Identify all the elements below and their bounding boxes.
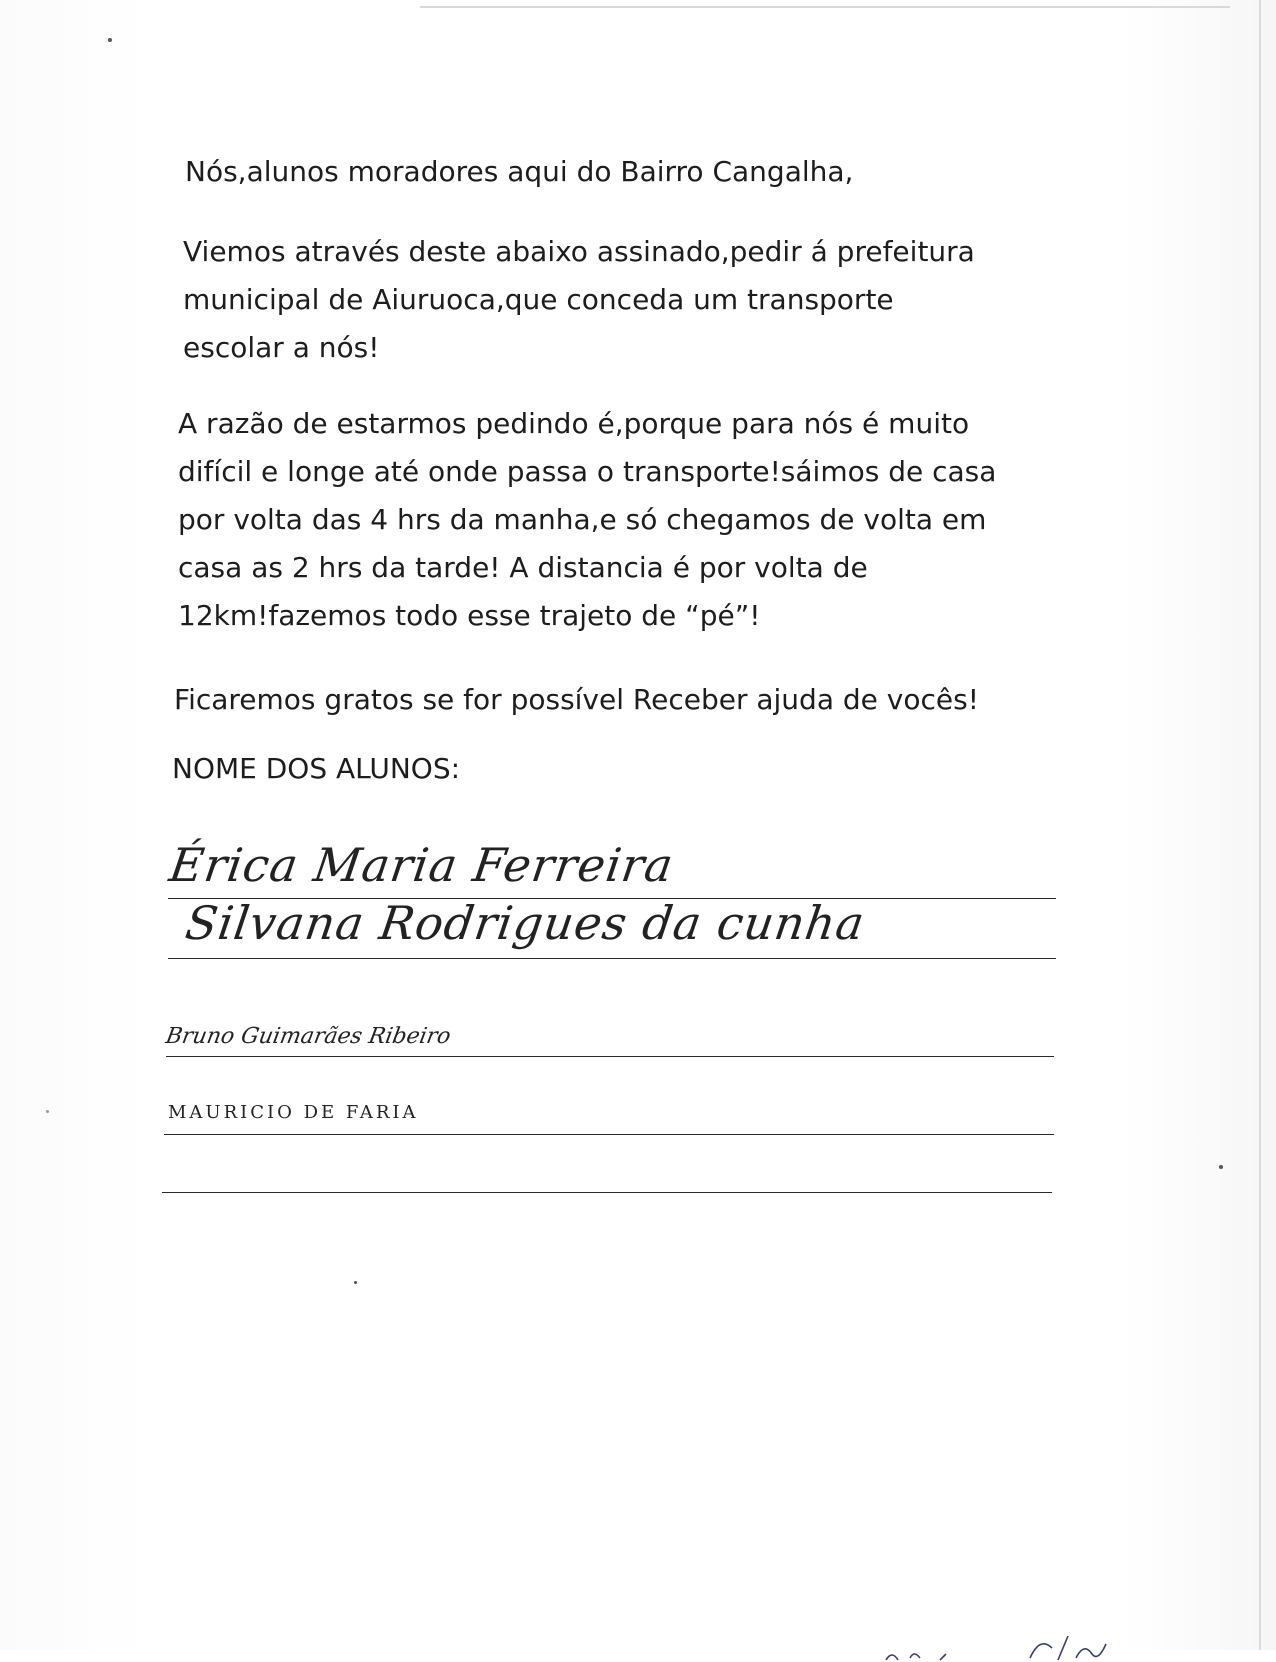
- students-heading-text: NOME DOS ALUNOS:: [172, 752, 461, 785]
- reason-paragraph: [178, 400, 996, 640]
- greeting-paragraph: [185, 148, 853, 196]
- scan-edge-top: [420, 6, 1230, 8]
- signature-silvana: Silvana Rodrigues da cunha: [182, 896, 869, 950]
- signature-bruno: Bruno Guimarães Ribeiro: [163, 1024, 453, 1049]
- scan-speck: [46, 1110, 49, 1113]
- cut-off-handwritten-note: [880, 1622, 1120, 1662]
- thanks-paragraph: [174, 676, 979, 724]
- signature-line: [166, 1056, 1054, 1057]
- signature-line: [162, 1192, 1052, 1193]
- reason-line: por volta das 4 hrs da manha,e só chegamos de volta em: [178, 503, 987, 536]
- scan-edge-right: [1259, 0, 1261, 1650]
- signature-line: [168, 958, 1056, 959]
- signature-erica: Érica Maria Ferreira: [166, 838, 678, 892]
- request-line: municipal de Aiuruoca,que conceda um transporte: [183, 283, 894, 316]
- request-line: Viemos através deste abaixo assinado,pedir á prefeitura: [183, 235, 975, 268]
- signature-line: [164, 1134, 1054, 1135]
- reason-line: casa as 2 hrs da tarde! A distancia é por volta de: [178, 551, 868, 584]
- scan-speck: [354, 1281, 357, 1284]
- reason-line: difícil e longe até onde passa o transporte!sáimos de casa: [178, 455, 997, 488]
- thanks-line: Ficaremos gratos se for possível Receber ajuda de vocês!: [174, 683, 979, 716]
- scan-speck: [1219, 1165, 1223, 1169]
- request-paragraph: [183, 228, 975, 372]
- reason-line: A razão de estarmos pedindo é,porque para nós é muito: [178, 407, 970, 440]
- greeting-line: Nós,alunos moradores aqui do Bairro Cangalha,: [185, 155, 854, 188]
- students-heading: [172, 745, 460, 793]
- signature-mauricio: MAURICIO DE FARIA: [168, 1102, 419, 1123]
- scan-speck: [108, 38, 112, 42]
- reason-line: 12km!fazemos todo esse trajeto de “pé”!: [178, 599, 761, 632]
- request-line: escolar a nós!: [183, 331, 380, 364]
